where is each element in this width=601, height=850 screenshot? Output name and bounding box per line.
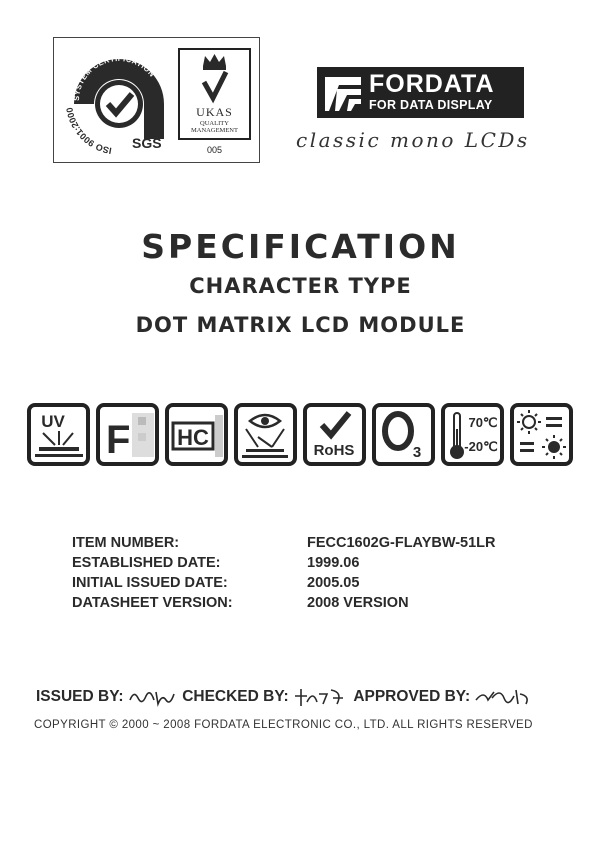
rohs-icon: [303, 403, 366, 466]
ukas-name: UKAS: [196, 105, 233, 119]
brand-subtitle: FOR DATA DISPLAY: [369, 98, 493, 112]
uv-icon: [27, 403, 90, 466]
ukas-badge: [178, 48, 251, 140]
f-icon: [96, 403, 159, 466]
info-value-initial-issued-date: 2005.05: [307, 575, 360, 591]
info-label-datasheet-version: DATASHEET VERSION:: [72, 595, 233, 611]
brand-logo: [317, 67, 524, 118]
issued-by-signature: [128, 686, 178, 708]
approved-by-label: APPROVED BY:: [353, 688, 471, 705]
document-title: SPECIFICATION: [141, 227, 460, 266]
svg-text:RoHS: RoHS: [313, 442, 355, 459]
sgs-iso-text: ISO 9001:2000: [64, 106, 113, 156]
info-value-item-number: FECC1602G-FLAYBW-51LR: [307, 535, 496, 551]
svg-text:UV: UV: [41, 412, 65, 431]
document-subtitle-2: DOT MATRIX LCD MODULE: [135, 313, 466, 337]
hc-icon: [165, 403, 228, 466]
info-value-datasheet-version: 2008 VERSION: [307, 595, 409, 611]
eye-icon: [234, 403, 297, 466]
fordata-arrow-icon: [323, 73, 365, 113]
checked-by-label: CHECKED BY:: [182, 688, 289, 705]
svg-text:HC: HC: [177, 425, 209, 450]
issued-by-label: ISSUED BY:: [36, 688, 124, 705]
ukas-line2: MANAGEMENT: [191, 127, 238, 134]
svg-text:70℃: 70℃: [468, 415, 498, 430]
ukas-number: 005: [206, 145, 223, 155]
svg-text:-20℃: -20℃: [464, 439, 498, 454]
temperature-icon: [441, 403, 504, 466]
info-label-item-number: ITEM NUMBER:: [72, 535, 180, 551]
ukas-line1: QUALITY: [200, 120, 229, 127]
info-label-established-date: ESTABLISHED DATE:: [72, 555, 221, 571]
certification-box: [53, 37, 260, 163]
svg-text:3: 3: [412, 444, 422, 461]
brightness-icon: [510, 403, 573, 466]
crown-icon: [203, 54, 226, 70]
sgs-ring-text: SYSTEM CERTIFICATION: [71, 53, 157, 102]
document-subtitle-1: CHARACTER TYPE: [189, 274, 412, 298]
brand-tagline: classic mono LCDs: [296, 128, 530, 152]
brand-name: FORDATA: [369, 70, 495, 98]
copyright-notice: COPYRIGHT © 2000 ~ 2008 FORDATA ELECTRONIC CO., LTD. ALL RIGHTS RESERVED: [34, 719, 533, 731]
svg-text:F: F: [106, 418, 131, 462]
info-label-initial-issued-date: INITIAL ISSUED DATE:: [72, 575, 228, 591]
approved-by-signature: [474, 686, 534, 708]
checked-by-signature: [293, 686, 349, 708]
sgs-certification-logo: [62, 44, 176, 158]
info-value-established-date: 1999.06: [307, 555, 360, 571]
check-icon: [204, 72, 226, 98]
ozone-icon: [372, 403, 435, 466]
sgs-brand: SGS: [132, 135, 162, 151]
signoff-row: [36, 686, 534, 708]
